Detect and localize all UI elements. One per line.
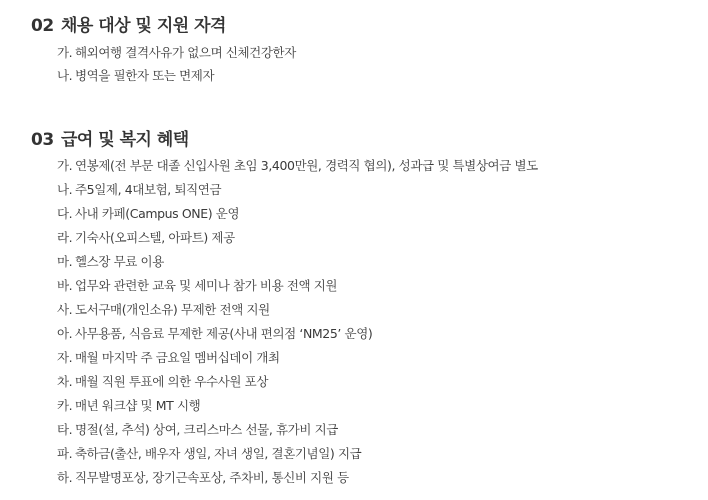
- list-item: [57, 419, 338, 441]
- list-item: [57, 371, 268, 393]
- section-title: 채용 대상 및 지원 자격: [61, 16, 226, 36]
- list-marker: 아.: [57, 326, 73, 341]
- list-item: [57, 347, 280, 369]
- list-marker: 나.: [57, 182, 73, 197]
- list-item: [57, 42, 296, 64]
- list-marker: 마.: [57, 254, 73, 269]
- list-item-text: 기숙사(오피스텔, 아파트) 제공: [75, 230, 235, 245]
- list-item: [57, 275, 337, 297]
- list-item: [57, 323, 372, 345]
- list-item-text: 명절(설, 추석) 상여, 크리스마스 선물, 휴가비 지급: [75, 422, 338, 437]
- list-item: [57, 395, 200, 417]
- list-item: [57, 65, 214, 87]
- list-item: [57, 155, 538, 177]
- list-marker: 다.: [57, 206, 73, 221]
- list-item-text: 축하금(출산, 배우자 생일, 자녀 생일, 결혼기념일) 지급: [75, 446, 362, 461]
- list-item-text: 매년 워크샵 및 MT 시행: [75, 398, 201, 413]
- section-title: 급여 및 복지 혜택: [61, 130, 189, 150]
- list-item: [57, 299, 270, 321]
- list-item: [57, 251, 164, 273]
- list-marker: 라.: [57, 230, 73, 245]
- section-heading: [31, 125, 189, 150]
- list-item-text: 매월 직원 투표에 의한 우수사원 포상: [75, 374, 268, 389]
- list-item-text: 헬스장 무료 이용: [75, 254, 164, 269]
- list-marker: 카.: [57, 398, 73, 413]
- list-item: [57, 203, 239, 225]
- list-item-text: 주5일제, 4대보험, 퇴직연금: [75, 182, 222, 197]
- list-marker: 파.: [57, 446, 73, 461]
- list-item: [57, 227, 235, 249]
- section-number: 02: [31, 16, 54, 36]
- list-item: [57, 467, 349, 489]
- list-item-text: 병역을 필한자 또는 면제자: [75, 68, 215, 83]
- list-item-text: 매월 마지막 주 금요일 멤버십데이 개최: [75, 350, 280, 365]
- list-marker: 사.: [57, 302, 73, 317]
- list-marker: 하.: [57, 470, 73, 485]
- list-marker: 자.: [57, 350, 73, 365]
- list-item: [57, 179, 221, 201]
- list-marker: 가.: [57, 45, 73, 60]
- list-item-text: 사내 카페(Campus ONE) 운영: [75, 206, 240, 221]
- section-number: 03: [31, 130, 54, 150]
- list-marker: 바.: [57, 278, 73, 293]
- list-item-text: 업무와 관련한 교육 및 세미나 참가 비용 전액 지원: [75, 278, 338, 293]
- list-marker: 가.: [57, 158, 73, 173]
- list-item: [57, 443, 361, 465]
- list-item-text: 사무용품, 식음료 무제한 제공(사내 편의점 ‘NM25’ 운영): [75, 326, 373, 341]
- list-marker: 차.: [57, 374, 73, 389]
- list-item-text: 연봉제(전 부문 대졸 신입사원 초임 3,400만원, 경력직 협의), 성과급 및 특별상여금 별도: [75, 158, 538, 173]
- section-heading: [31, 11, 226, 36]
- list-item-text: 직무발명포상, 장기근속포상, 주차비, 통신비 지원 등: [75, 470, 349, 485]
- list-item-text: 해외여행 결격사유가 없으며 신체건강한자: [75, 45, 296, 60]
- list-marker: 나.: [57, 68, 73, 83]
- list-marker: 타.: [57, 422, 73, 437]
- list-item-text: 도서구매(개인소유) 무제한 전액 지원: [75, 302, 270, 317]
